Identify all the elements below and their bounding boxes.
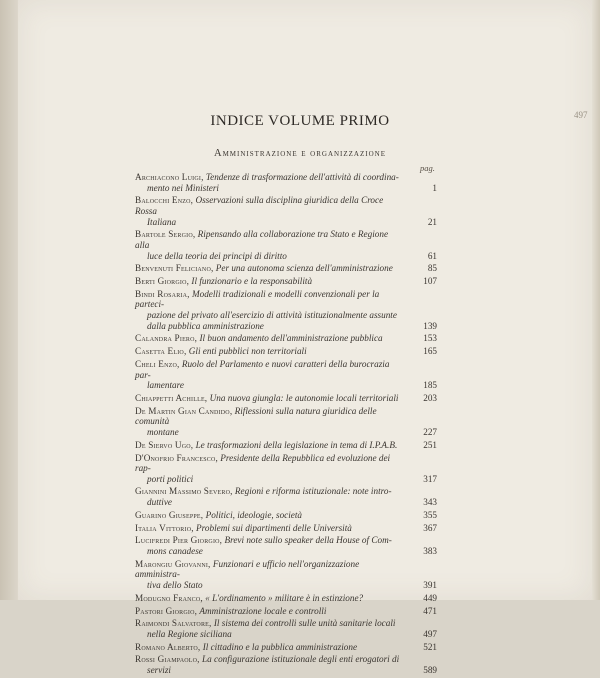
index-entry — [135, 559, 437, 591]
entry-text — [135, 289, 437, 310]
entry-author: Giannini Massimo Severo, — [135, 486, 233, 497]
entry-author: D'Onofrio Francesco, — [135, 452, 218, 463]
index-entry — [135, 486, 437, 507]
index-entry — [135, 263, 437, 274]
entry-title: La configurazione istituzionale degli enti erogatori di — [201, 654, 400, 665]
entry-title-continuation: porti politici — [147, 473, 194, 484]
entry-title: Gli enti pubblici non territoriali — [188, 346, 307, 357]
index-entry — [135, 440, 437, 451]
entry-text — [135, 654, 437, 665]
entry-title-continuation: Italiana — [147, 216, 177, 227]
index-entry — [135, 654, 437, 675]
index-entry — [135, 276, 437, 287]
entry-author: Pastori Giorgio, — [135, 605, 198, 616]
entry-title-continuation: luce della teoria dei principi di diritto — [147, 250, 287, 261]
entry-author: Calandra Piero, — [135, 333, 198, 344]
entry-text — [135, 510, 437, 521]
entry-text — [135, 393, 437, 404]
entry-title: Modelli tradizionali e modelli convenzionali per la parteci- — [135, 288, 380, 310]
entry-page-number: 391 — [423, 579, 437, 590]
entry-author: Italia Vittorio, — [135, 522, 194, 533]
entry-title: Ruolo del Parlamento e nuovi caratteri della burocrazia par- — [135, 359, 390, 380]
entry-text — [135, 346, 437, 357]
index-entries — [135, 172, 437, 678]
index-entry — [135, 346, 437, 357]
index-entry — [135, 618, 437, 639]
entry-author: Lucifredi Pier Giorgio, — [135, 535, 223, 546]
entry-title: Politici, ideologie, società — [205, 509, 303, 520]
index-entry — [135, 406, 437, 438]
section-heading: Amministrazione e organizzazione — [214, 148, 386, 159]
entry-title-continuation: pazione del privato all'esercizio di attività istituzionalmente assunte dalla pubblica amministrazione — [147, 310, 397, 331]
entry-author: Archiacono Luigi, — [135, 172, 204, 182]
entry-author: Cheli Enzo, — [135, 359, 180, 369]
entry-text — [135, 535, 437, 546]
entry-text — [135, 333, 437, 344]
entry-title-continuation: montane — [147, 426, 179, 437]
index-entry — [135, 289, 437, 331]
entry-author: Chiappetti Achille, — [135, 392, 208, 403]
entry-title-continuation: nella Regione siciliana — [147, 628, 232, 639]
index-entry — [135, 393, 437, 404]
entry-page-number: 1 — [432, 182, 437, 193]
entry-text — [135, 642, 437, 653]
index-entry — [135, 593, 437, 604]
entry-author: Bartole Sergio, — [135, 229, 196, 240]
entry-page-number: 367 — [423, 522, 437, 533]
entry-page-number: 139 — [423, 320, 437, 331]
page-edge — [592, 0, 600, 600]
index-entry — [135, 606, 437, 617]
entry-title: Tendenze di trasformazione dell'attività di coordina- — [205, 172, 399, 182]
entry-author: Romano Alberto, — [135, 641, 201, 652]
entry-author: De Martin Gian Candido, — [135, 405, 233, 416]
entry-title-continuation: duttive — [147, 497, 173, 508]
entry-page-number: 203 — [423, 392, 437, 403]
entry-title: Una nuova giungla: le autonomie locali territoriali — [209, 392, 399, 403]
index-entry — [135, 535, 437, 556]
entry-title: « L'ordinamento » militare è in estinzione? — [205, 592, 364, 603]
entry-text — [135, 195, 437, 216]
entry-text — [135, 229, 437, 250]
pag-label: pag. — [420, 163, 435, 173]
entry-title: Problemi sui dipartimenti delle Università — [196, 522, 352, 533]
index-entry — [135, 510, 437, 521]
entry-title-continuation: mento nei Ministeri — [147, 182, 219, 193]
entry-author: Rossi Giampaolo, — [135, 654, 200, 665]
entry-title: Le trasformazioni della legislazione in tema di I.P.A.B. — [195, 439, 398, 450]
index-entry — [135, 359, 437, 391]
entry-title: Ripensando alla collaborazione tra Stato e Regione alla — [135, 229, 389, 250]
entry-page-number: 165 — [423, 346, 437, 357]
entry-title: Per una autonoma scienza dell'amministrazione — [215, 263, 393, 274]
page-title: INDICE VOLUME PRIMO — [210, 113, 390, 129]
entry-title: Presidente della Repubblica ed evoluzione dei rap- — [135, 452, 391, 474]
page-spine-shadow — [0, 0, 18, 600]
entry-text — [135, 453, 437, 474]
stray-page-number: 497 — [574, 110, 588, 120]
index-entry — [135, 229, 437, 261]
entry-page-number: 355 — [423, 509, 437, 520]
entry-page-number: 21 — [427, 216, 437, 227]
entry-title: Il cittadino e la pubblica amministrazione — [202, 641, 358, 652]
entry-title: Il funzionario e la responsabilità — [191, 276, 313, 287]
entry-author: Marongiu Giovanni, — [135, 558, 211, 569]
index-entry — [135, 333, 437, 344]
entry-text — [135, 606, 437, 617]
entry-page-number: 185 — [423, 380, 437, 391]
entry-title-continuation: lamentare — [147, 380, 184, 391]
index-entry — [135, 523, 437, 534]
entry-author: De Siervo Ugo, — [135, 439, 194, 450]
entry-page-number: 497 — [423, 628, 437, 639]
entry-page-number: 343 — [423, 497, 437, 508]
index-entry — [135, 453, 437, 485]
entry-text — [135, 440, 437, 451]
entry-text — [135, 276, 437, 287]
entry-page-number: 251 — [423, 439, 437, 450]
entry-text — [135, 523, 437, 534]
entry-title: Il buon andamento dell'amministrazione pubblica — [199, 333, 383, 344]
entry-text — [135, 486, 437, 497]
entry-title-continuation: servizi — [147, 665, 171, 676]
entry-text — [135, 559, 437, 580]
entry-title-continuation: mons canadese — [147, 546, 203, 556]
entry-title: Amministrazione locale e controlli — [199, 605, 327, 616]
entry-page-number: 61 — [427, 250, 437, 261]
entry-author: Guarino Giuseppe, — [135, 509, 204, 520]
entry-text — [135, 359, 437, 380]
entry-page-number: 153 — [423, 333, 437, 344]
entry-author: Raimondi Salvatore, — [135, 618, 212, 629]
entry-page-number: 471 — [423, 605, 437, 616]
entry-author: Modugno Franco, — [135, 592, 203, 603]
entry-author: Casetta Elio, — [135, 346, 187, 357]
entry-page-number: 107 — [423, 276, 437, 287]
entry-page-number: 227 — [423, 426, 437, 437]
index-entry — [135, 642, 437, 653]
entry-page-number: 383 — [423, 546, 437, 556]
entry-author: Bindi Rosaria, — [135, 288, 190, 299]
entry-title: Osservazioni sulla disciplina giuridica della Croce Rossa — [135, 195, 384, 216]
entry-text — [135, 263, 437, 274]
entry-author: Benvenuti Feliciano, — [135, 263, 214, 274]
entry-author: Berti Giorgio, — [135, 276, 190, 287]
index-entry — [135, 195, 437, 227]
entry-text — [135, 172, 437, 183]
entry-page-number: 85 — [427, 263, 437, 274]
entry-text — [135, 406, 437, 427]
entry-title: Riflessioni sulla natura giuridica delle comunità — [135, 405, 377, 427]
index-entry — [135, 172, 437, 193]
entry-text — [135, 593, 437, 604]
entry-text — [135, 618, 437, 629]
entry-page-number: 589 — [423, 665, 437, 676]
entry-page-number: 449 — [423, 592, 437, 603]
entry-title-continuation: tiva dello Stato — [147, 579, 203, 590]
entry-title: Funzionari e ufficio nell'organizzazione amministra- — [135, 558, 360, 580]
entry-author: Balocchi Enzo, — [135, 195, 194, 206]
entry-page-number: 317 — [423, 473, 437, 484]
entry-title: Regioni e riforma istituzionale: note intro- — [234, 486, 392, 497]
entry-page-number: 521 — [423, 641, 437, 652]
entry-title: Brevi note sullo speaker della House of Com- — [224, 535, 392, 546]
entry-title: Il sistema dei controlli sulle unità sanitarie locali — [213, 618, 396, 629]
